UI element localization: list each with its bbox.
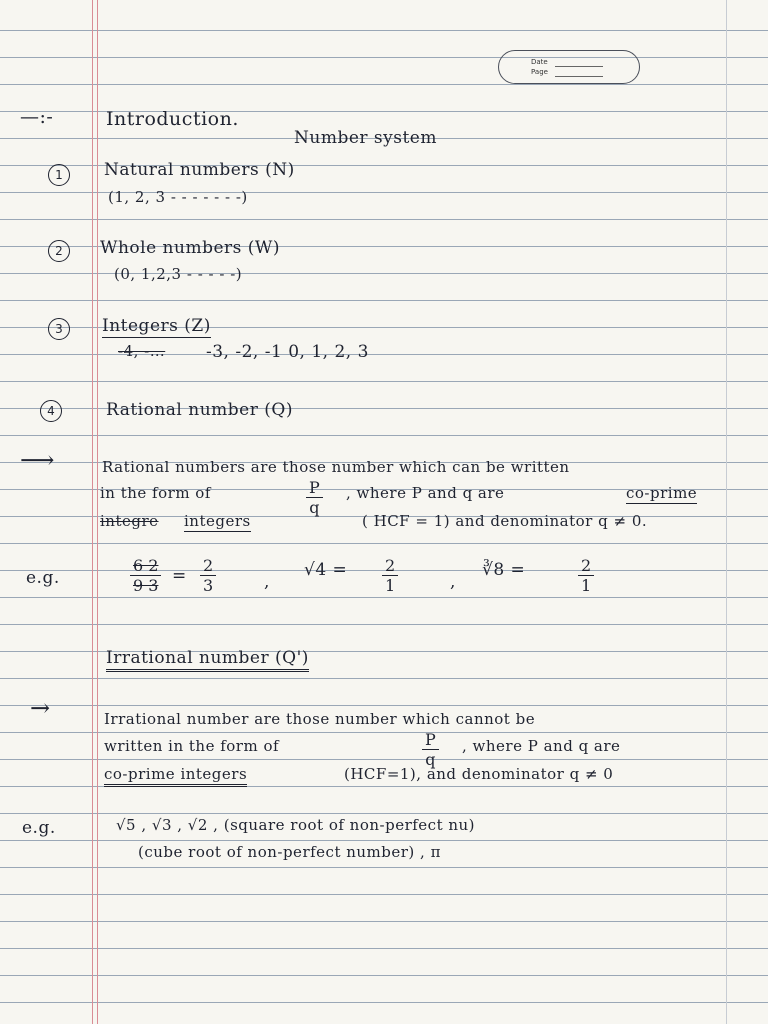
rational-coprime: co-prime [626, 484, 698, 502]
eg-fraction-3: $\frac{2}{1}$ [382, 556, 398, 595]
irrational-def-line3: (HCF=1), and denominator q ≠ 0 [344, 765, 614, 783]
rational-def-line1: Rational numbers are those number which can be written [102, 458, 570, 476]
section-number-3: 3 [48, 318, 70, 340]
irrational-eg-line1: √5 , √3 , √2 , (square root of non-perfect nu) [116, 816, 476, 834]
irrational-def-line1: Irrational number are those number which cannot be [104, 710, 536, 728]
page-label: Page [531, 68, 548, 76]
eg-sqrt-expr: √4 = [304, 560, 348, 580]
irrational-heading: Irrational number (Q') [106, 648, 309, 672]
rational-def-line3: ( HCF = 1) and denominator q ≠ 0. [362, 512, 648, 530]
page-subtitle: Number system [294, 128, 437, 148]
section-number-1: 1 [48, 164, 70, 186]
rational-def-line2a: in the form of [100, 484, 211, 502]
eg-equals-1: = [172, 566, 187, 586]
fraction-numerator: P [306, 478, 323, 498]
eg-cbrt-expr: ∛8 = [482, 560, 526, 580]
irrational-def-line2a: written in the form of [104, 737, 280, 755]
margin-line-right [97, 0, 98, 1024]
margin-line-left [92, 0, 93, 1024]
eg-fraction-4: $\frac{2}{1}$ [578, 556, 594, 595]
eg-comma-2: , [450, 572, 456, 592]
rational-eg-label: e.g. [26, 568, 60, 588]
rational-arrow-icon: ⟶ [20, 446, 55, 474]
rational-pq-fraction [306, 478, 323, 517]
rational-integers: integers [184, 512, 251, 530]
page-underline [555, 76, 603, 77]
whole-heading: Whole numbers (W) [100, 238, 281, 258]
eg-fraction-1: $\frac{6 2}{9 3}$ [130, 556, 161, 595]
fraction-denominator: q [309, 498, 320, 517]
eg-fraction-2: $\frac{2}{3}$ [200, 556, 216, 595]
date-underline [555, 66, 603, 67]
irrational-pq-fraction: $\frac{P}{q}$ [422, 730, 439, 769]
whole-example: (0, 1,2,3 - - - - -) [114, 265, 243, 283]
irrational-eg-label: e.g. [22, 818, 56, 838]
irrational-def-line2b: , where P and q are [462, 737, 621, 755]
integers-struck-text: -4, -… [118, 342, 166, 360]
page-title: Introduction. [106, 108, 239, 130]
rational-heading: Rational number (Q) [106, 400, 293, 420]
section-number-2: 2 [48, 240, 70, 262]
irrational-arrow-icon: → [30, 694, 51, 722]
rational-def-line2b: , where P and q are [346, 484, 505, 502]
irrational-eg-line2: (cube root of non-perfect number) , π [138, 843, 441, 861]
date-page-box [498, 50, 640, 84]
section-number-4: 4 [40, 400, 62, 422]
eg-comma-1: , [264, 572, 270, 592]
integers-example: -3, -2, -1 0, 1, 2, 3 [206, 342, 369, 362]
date-label: Date [531, 58, 548, 66]
integers-heading: Integers (Z) [102, 316, 211, 336]
natural-heading: Natural numbers (N) [104, 160, 295, 180]
irrational-coprime: co-prime integers [104, 765, 247, 787]
margin-mark: —:- [20, 106, 54, 128]
natural-example: (1, 2, 3 - - - - - - -) [108, 188, 248, 206]
rational-struck-word: integre [100, 512, 159, 530]
page-edge-line [726, 0, 727, 1024]
